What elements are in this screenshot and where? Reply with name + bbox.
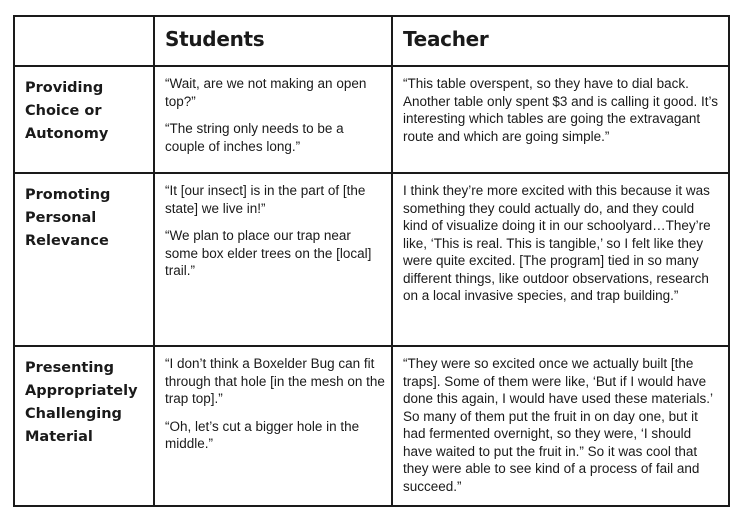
header-teacher: Teacher (392, 16, 729, 66)
student-quote: “We plan to place our trap near some box elder trees on the [local] trail.” (165, 228, 372, 278)
teacher-quote (392, 346, 729, 506)
row-category (14, 173, 154, 346)
header-empty-cell (14, 16, 154, 66)
row-category-line: Presenting (25, 360, 115, 376)
students-quotes (154, 346, 392, 506)
row-category-line: Promoting (25, 187, 111, 203)
header-students: Students (154, 16, 392, 66)
comparison-table (13, 15, 730, 507)
table-header-row (14, 16, 729, 66)
teacher-quote (392, 66, 729, 173)
students-quotes (154, 173, 392, 346)
row-category-line: Choice or (25, 103, 102, 119)
student-quote: “The string only needs to be a couple of inches long.” (165, 121, 344, 154)
row-category-line: Appropriately (25, 383, 138, 399)
teacher-quote (392, 173, 729, 346)
student-quote: “It [our insect] is in the part of [the state] we live in!” (165, 183, 366, 216)
row-category (14, 346, 154, 506)
row-category (14, 66, 154, 173)
row-category-line: Autonomy (25, 126, 109, 142)
row-category-line: Relevance (25, 233, 109, 249)
student-quote: “I don’t think a Boxelder Bug can fit through that hole [in the mesh on the trap top].” (165, 356, 385, 406)
teacher-quote-text: “This table overspent, so they have to dial back. Another table only spent $3 and is calling it good. It’s interesting which tables are going the extravagant route and which are going simple.” (403, 76, 718, 144)
table-row (14, 173, 729, 346)
table-row (14, 346, 729, 506)
teacher-quote-text: “They were so excited once we actually built [the traps]. Some of them were like, ‘But if I would have done this again, I would have used these materials.’ So many of them put the fruit in on day one, but it had fermented overnight, so they were, ‘I should have waited to put the fruit in.” So it was cool that they were able to see kind of a process of fail and succeed.” (403, 356, 713, 494)
student-quote: “Oh, let’s cut a bigger hole in the middle.” (165, 418, 360, 451)
row-category-line: Providing (25, 80, 104, 96)
row-category-line: Challenging (25, 406, 122, 422)
teacher-quote-text: I think they’re more excited with this because it was something they could actually do, and they could kind of visualize doing it in our schoolyard…They’re like, ‘This is real. This is tangible,’ so I felt like they were quite excited. [The program] tied in so many different things, like outdoor observations, research on a local invasive species, and trap building.” (403, 183, 711, 303)
students-quotes (154, 66, 392, 173)
table-row (14, 66, 729, 173)
student-quote: “Wait, are we not making an open top?” (165, 76, 367, 109)
row-category-line: Personal (25, 210, 97, 226)
row-category-line: Material (25, 429, 93, 445)
